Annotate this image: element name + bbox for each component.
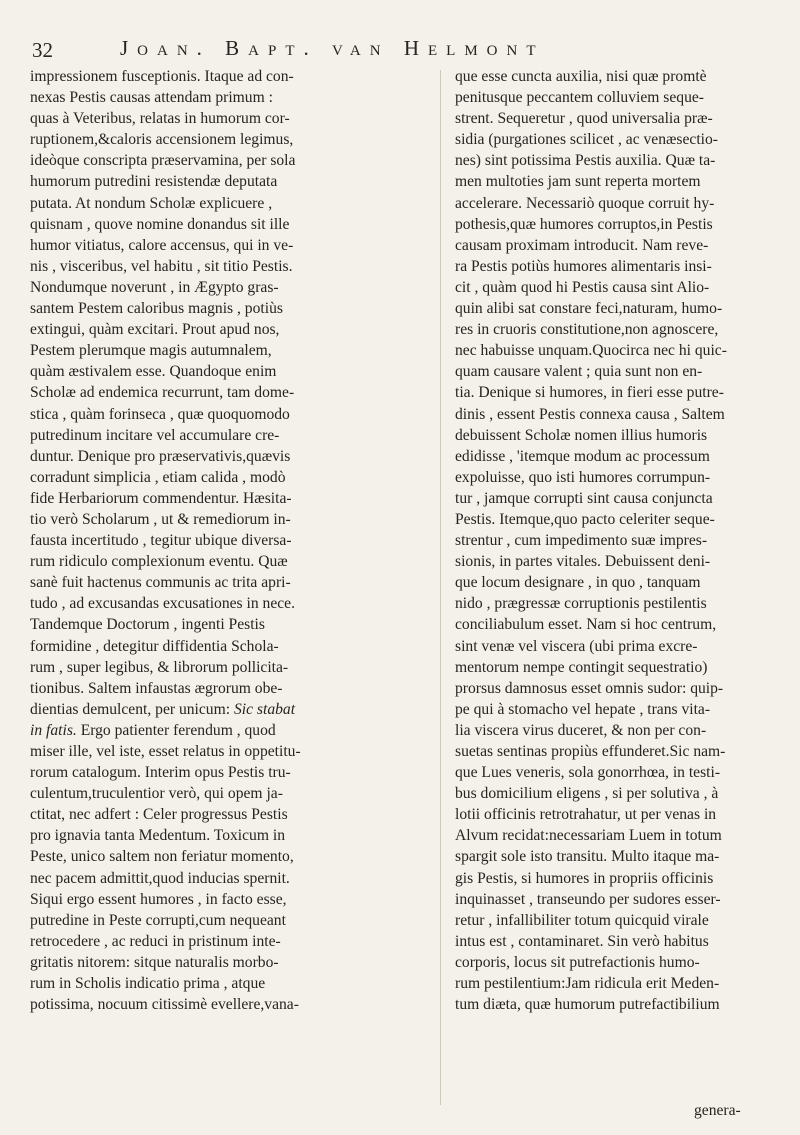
- text-line: tia. Denique si humores, in fieri esse putre-: [455, 384, 724, 402]
- text-line: dientias demulcent, per unicum: Sic stabat: [30, 700, 296, 718]
- text-line: gritatis nitorem: sitque naturalis morbo-: [30, 953, 279, 971]
- text-line: conciliabulum esset. Nam si hoc centrum,: [455, 616, 717, 634]
- text-line: rorum catalogum. Interim opus Pestis tru-: [30, 764, 291, 782]
- text-line: nido , prægressæ corruptionis pestilentis: [455, 595, 707, 613]
- text-line: humorum putredini resistendæ deputata: [30, 173, 278, 191]
- text-line: corradunt simplicia , etiam calida , modò: [30, 468, 286, 486]
- text-line: penitusque peccantem colluviem seque-: [455, 89, 704, 107]
- text-line: putredinum incitare vel accumulare cre-: [30, 426, 280, 444]
- text-line: tio verò Scholarum , ut & remediorum in-: [30, 510, 291, 528]
- text-line: edidisse , 'itemque modum ac processum: [455, 447, 710, 465]
- text-line: que esse cuncta auxilia, nisi quæ promtè: [455, 68, 707, 85]
- text-line: ra Pestis potiùs humores alimentaris insi-: [455, 257, 712, 275]
- text-line: strent. Sequeretur , quod universalia præ-: [455, 110, 713, 128]
- text-line: santem Pestem caloribus magnis , potiùs: [30, 300, 283, 318]
- text-line: ruptionem,&caloris accensionem legimus,: [30, 131, 294, 149]
- text-line: retrocedere , ac reduci in pristinum inte-: [30, 932, 281, 950]
- text-line: nexas Pestis causas attendam primum :: [30, 89, 273, 107]
- text-line: tudo , ad excusandas excusationes in nece.: [30, 595, 296, 613]
- text-line: extingui, quàm excitari. Prout apud nos,: [30, 321, 280, 339]
- text-line: spargit sole isto transitu. Multo itaque ma-: [455, 848, 720, 866]
- text-line: quàm æstivalem esse. Quandoque enim: [30, 363, 277, 381]
- text-line: causam proximam introducit. Nam reve-: [455, 236, 709, 254]
- text-line: quisnam , quove nomine donandus sit ille: [30, 215, 290, 233]
- text-line: rum in Scholis indicatio prima , atque: [30, 975, 266, 993]
- text-line: que Lues veneris, sola gonorrhœa, in testi-: [455, 764, 721, 782]
- text-line: debuissent Scholæ nomen illius humoris: [455, 426, 708, 444]
- text-line: rum , super legibus, & librorum pollicita-: [30, 658, 289, 676]
- text-line: res in cruoris constitutione,non agnoscere,: [455, 321, 719, 339]
- running-head-title: Joan. Bapt. van Helmont: [120, 36, 545, 60]
- text-line: Tandemque Doctorum , ingenti Pestis: [30, 616, 265, 634]
- right-column: [455, 66, 795, 1015]
- text-line: nis , visceribus, vel habitu , sit titio Pestis.: [30, 257, 293, 275]
- text-line: lia viscera virus duceret, & non per con-: [455, 721, 707, 739]
- text-line: Alvum recidat:necessariam Luem in totum: [455, 827, 722, 845]
- text-line: tur , jamque corrupti sint causa conjuncta: [455, 489, 713, 507]
- text-line: cit , quàm quod hi Pestis causa sint Alio-: [455, 278, 710, 296]
- text-line: intus est , contaminaret. Sin verò habitus: [455, 932, 709, 950]
- text-line: rum pestilentium:Jam ridicula erit Meden-: [455, 975, 720, 993]
- text-line: fausta incertitudo , tegitur ubique diversa-: [30, 532, 292, 550]
- text-line: pe qui à stomacho vel hepate , trans vita-: [455, 700, 711, 718]
- text-line: sionis, in partes vitales. Debuissent deni-: [455, 553, 711, 571]
- text-line: mentorum nempe contingit sequestratio): [455, 658, 708, 676]
- text-line: putata. At nondum Scholæ explicuere ,: [30, 194, 273, 212]
- text-line: lotii officinis retrotrahatur, ut per venas in: [455, 806, 717, 824]
- text-line: ideòque conscripta præservamina, per sola: [30, 152, 296, 170]
- text-line: pothesis,quæ humores corruptos,in Pestis: [455, 215, 713, 233]
- text-line: Scholæ ad endemica recurrunt, tam dome-: [30, 384, 295, 402]
- text-line: gis Pestis, si humores in propriis officinis: [455, 869, 714, 887]
- text-line: tionibus. Saltem infaustas ægrorum obe-: [30, 679, 283, 697]
- text-line: rum ridiculo complexionum eventu. Quæ: [30, 553, 288, 571]
- italic-phrase: Sic stabat: [233, 700, 296, 718]
- column-divider: [440, 70, 441, 1105]
- text-line: ctitat, nec adfert : Celer progressus Pestis: [30, 806, 288, 824]
- text-line: expoluisse, quo isti humores corrumpun-: [455, 468, 711, 486]
- text-line: dinis , essent Pestis connexa causa , Saltem: [455, 405, 725, 423]
- text-line: quin alibi sat constare feci,naturam, humo-: [455, 300, 723, 318]
- text-line: prorsus damnosus esset omnis sudor: quip-: [455, 679, 724, 697]
- text-line: quam causare valent ; quia sunt non en-: [455, 363, 703, 381]
- text-line: in fatis. Ergo patienter ferendum , quod: [30, 721, 276, 739]
- text-line: nec habuisse unquam.Quocirca nec hi quic-: [455, 342, 727, 360]
- text-line: formidine , detegitur diffidentia Schola-: [30, 637, 279, 655]
- text-line: potissima, nocuum citissimè evellere,vana-: [30, 996, 299, 1014]
- text-line: humor vitiatus, calore accensus, qui in ve-: [30, 236, 294, 254]
- text-line: bus domicilium eligens , si per solutiva , à: [455, 785, 719, 803]
- text-line: que locum designare , in quo , tanquam: [455, 574, 701, 592]
- catchword: genera-: [694, 1102, 741, 1119]
- text-line: culentum,truculentior verò, qui opem ja-: [30, 785, 283, 803]
- page-number: 32: [32, 38, 53, 62]
- text-line: fide Herbariorum commendentur. Hæsita-: [30, 489, 292, 507]
- text-line: men multoties jam sunt reperta mortem: [455, 173, 701, 191]
- text-line: inquinasset , transeundo per sudores esser-: [455, 890, 721, 908]
- text-line: quas à Veteribus, relatas in humorum cor-: [30, 110, 290, 128]
- text-line: corporis, locus sit putrefactionis humo-: [455, 953, 700, 971]
- text-line: duntur. Denique pro præservativis,quævis: [30, 447, 291, 465]
- text-line: Pestis. Itemque,quo pacto celeriter seque-: [455, 510, 715, 528]
- text-line: Pestem plerumque magis autumnalem,: [30, 342, 272, 360]
- text-line: sanè fuit hactenus communis ac trita apri-: [30, 574, 291, 592]
- text-line: pro ignavia tanta Medentum. Toxicum in: [30, 827, 285, 845]
- text-line: strentur , cum impedimento suæ impres-: [455, 532, 708, 550]
- text-line: retur , infallibiliter totum quicquid virale: [455, 911, 709, 929]
- running-head: [30, 36, 760, 66]
- text-line: sidia (purgationes scilicet , ac venæsectio-: [455, 131, 718, 149]
- text-line: suetas sentinas propiùs effunderet.Sic nam-: [455, 743, 726, 760]
- text-line: miser ille, vel iste, esset relatus in oppetitu-: [30, 743, 301, 760]
- text-line: nes) sint potissima Pestis auxilia. Quæ ta-: [455, 152, 716, 170]
- text-line: Nondumque noverunt , in Ægypto gras-: [30, 278, 279, 296]
- text-line: tum diæta, quæ humorum putrefactibilium: [455, 996, 720, 1014]
- italic-phrase: in fatis.: [30, 721, 77, 739]
- text-line: nec pacem admittit,quod inducias spernit.: [30, 869, 290, 887]
- text-line: impressionem fusceptionis. Itaque ad con-: [30, 68, 294, 85]
- text-line: sint venæ vel viscera (ubi prima excre-: [455, 637, 698, 655]
- left-column: [30, 66, 370, 1015]
- text-line: stica , quàm forinseca , quæ quoquomodo: [30, 405, 290, 423]
- text-line: Peste, unico saltem non feriatur momento,: [30, 848, 294, 866]
- text-line: accelerare. Necessariò quoque corruit hy-: [455, 194, 715, 212]
- text-line: Siqui ergo essent humores , in facto esse,: [30, 890, 287, 908]
- text-line: putredine in Peste corrupti,cum nequeant: [30, 911, 286, 929]
